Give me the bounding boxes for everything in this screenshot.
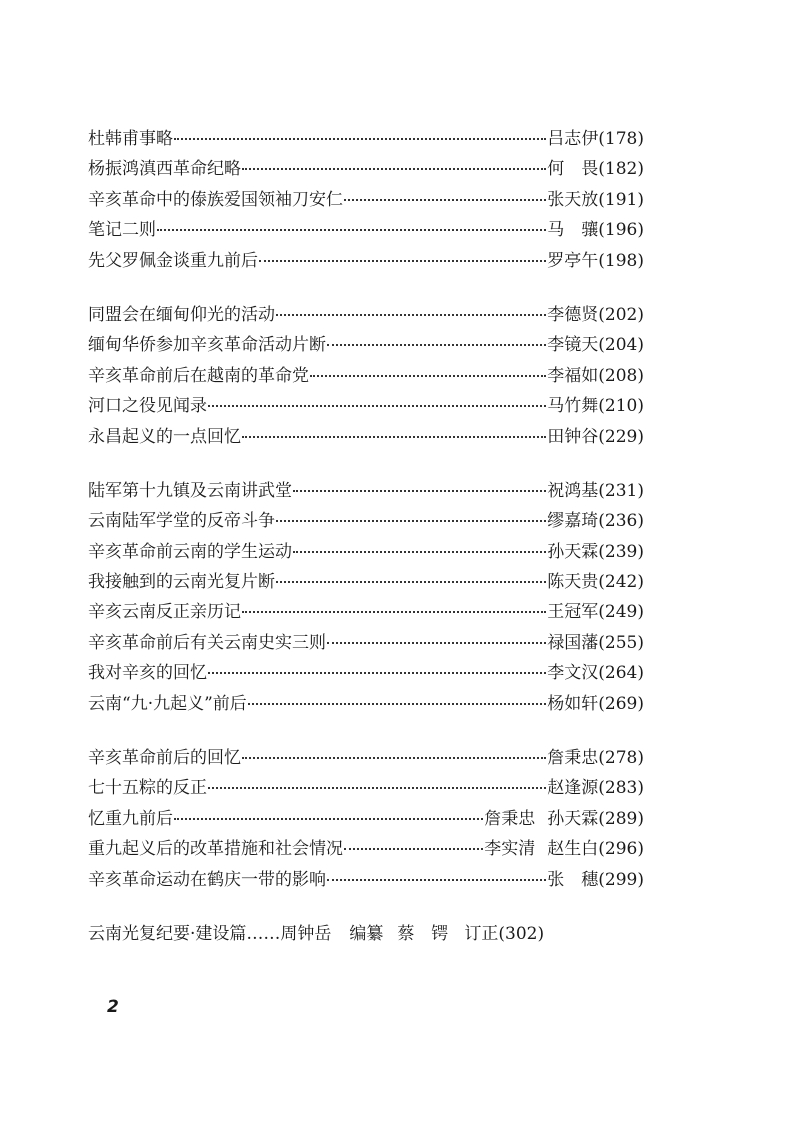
final-entry-page: (302): [498, 923, 545, 944]
entry-title: 云南陆军学堂的反帝斗争: [88, 511, 275, 532]
toc-entry: [88, 658, 644, 688]
entry-page: (255): [598, 632, 644, 653]
toc-entry: [88, 567, 644, 597]
toc-entry: [88, 215, 644, 245]
dot-leader: [208, 773, 546, 789]
entry-title: 笔记二则: [88, 220, 156, 241]
dot-leader: [174, 124, 546, 140]
dot-leader: [293, 476, 546, 492]
dot-leader: [174, 804, 483, 820]
entry-title: 辛亥革命前后的回忆: [88, 748, 241, 769]
toc-entry: [88, 361, 644, 391]
entry-title: 杜韩甫事略: [88, 129, 173, 149]
entry-title: 先父罗佩金谈重九前后: [88, 250, 258, 271]
toc-entry: [88, 300, 644, 330]
entry-title: 杨振鸿滇西革命纪略: [88, 159, 241, 180]
entry-page: (202): [598, 304, 644, 325]
entry-author: 杨如轩: [547, 693, 599, 714]
entry-page: (210): [598, 396, 644, 417]
toc-entry: [88, 804, 644, 834]
entry-author: 禄国藩: [547, 632, 599, 653]
entry-author: 祝鸿基: [547, 480, 599, 501]
toc-entry: [88, 689, 644, 719]
entry-page: (178): [598, 129, 644, 149]
entry-author: 赵逢源: [547, 778, 599, 799]
dot-leader: [242, 154, 546, 170]
entry-title: 辛亥革命前云南的学生运动: [88, 541, 292, 562]
toc-entry: [88, 865, 644, 895]
toc-entry: [88, 537, 644, 567]
entry-page: (231): [598, 480, 644, 501]
toc-entry: [88, 246, 644, 276]
entry-title: 重九起义后的改革措施和社会情况: [88, 839, 343, 860]
dot-leader: [327, 330, 546, 346]
toc-group-2: [88, 300, 644, 452]
final-entry-reviser-role: 订正: [464, 923, 499, 944]
entry-title: 七十五粽的反正: [88, 778, 207, 799]
dot-leader: [259, 246, 546, 262]
entry-author: 李文汉: [547, 663, 599, 684]
dot-leader: [242, 422, 546, 438]
toc-entry-final: [88, 919, 644, 949]
toc-entry: [88, 124, 644, 154]
entry-page: (204): [598, 335, 644, 356]
dot-leader: [344, 185, 546, 201]
entry-title: 辛亥革命前后在越南的革命党: [88, 365, 309, 386]
dot-leader: [242, 743, 546, 759]
entry-title: 同盟会在缅甸仰光的活动: [88, 304, 275, 325]
entry-page: (264): [598, 663, 644, 684]
toc-entry: [88, 834, 644, 864]
entry-title: 陆军第十九镇及云南讲武堂: [88, 480, 292, 501]
dot-leader: [276, 506, 546, 522]
dot-leader: [293, 537, 546, 553]
entry-title: 辛亥革命中的傣族爱国领袖刀安仁: [88, 189, 343, 210]
entry-title: 我对辛亥的回忆: [88, 663, 207, 684]
toc-entry: [88, 422, 644, 452]
entry-author: 王冠军: [547, 602, 599, 623]
entry-page: (208): [598, 365, 644, 386]
toc-entry: [88, 628, 644, 658]
final-entry-compiler-role: 编纂: [349, 923, 384, 944]
entry-author-2: 孙天霖: [547, 808, 599, 829]
toc-group-1: [88, 124, 644, 276]
entry-author: 何 畏: [547, 159, 599, 180]
final-entry-title: 云南光复纪要·建设篇: [88, 923, 247, 944]
entry-page: (229): [598, 426, 644, 447]
entry-title: 辛亥云南反正亲历记: [88, 602, 241, 623]
final-entry-reviser: 蔡 锷: [397, 923, 449, 944]
entry-author: 罗亭午: [547, 250, 599, 271]
dot-leader: [157, 215, 546, 231]
dot-leader: [344, 834, 483, 850]
entry-author: 詹秉忠: [547, 748, 599, 769]
entry-author: 陈天贵: [547, 572, 599, 593]
dot-leader: [327, 628, 546, 644]
entry-author: 李德贤: [547, 304, 599, 325]
entry-page: (239): [598, 541, 644, 562]
entry-page: (182): [598, 159, 644, 180]
final-entry-compiler: 周钟岳: [280, 923, 332, 944]
entry-author: 孙天霖: [547, 541, 599, 562]
entry-page: (289): [598, 808, 644, 829]
entry-author: 马 骧: [547, 220, 599, 241]
dot-leader: [242, 597, 546, 613]
entry-page: (278): [598, 748, 644, 769]
entry-author: 田钟谷: [547, 426, 599, 447]
dot-leader: [310, 361, 546, 377]
dot-leader: [208, 658, 546, 674]
entry-title: 我接触到的云南光复片断: [88, 572, 275, 593]
page-number: 2: [107, 997, 119, 1017]
toc-entry: [88, 330, 644, 360]
entry-page: (249): [598, 602, 644, 623]
entry-author-2: 赵生白: [547, 839, 599, 860]
entry-author: 张天放: [547, 189, 599, 210]
entry-author: 李镜天: [547, 335, 599, 356]
entry-author: 张 穗: [547, 869, 599, 890]
entry-author: 缪嘉琦: [547, 511, 599, 532]
final-entry-leader: ……: [246, 923, 281, 944]
toc-group-3: [88, 476, 644, 719]
entry-author: 李实清: [484, 839, 536, 860]
entry-title: 辛亥革命运动在鹤庆一带的影响: [88, 869, 326, 890]
toc-entry: [88, 597, 644, 627]
toc-group-4: [88, 743, 644, 895]
entry-title: 辛亥革命前后有关云南史实三则: [88, 632, 326, 653]
toc-entry: [88, 743, 644, 773]
entry-title: 忆重九前后: [88, 808, 173, 829]
entry-author: 李福如: [547, 365, 599, 386]
entry-author: 吕志伊: [547, 129, 599, 149]
entry-author: 詹秉忠: [484, 808, 536, 829]
dot-leader: [208, 391, 546, 407]
entry-page: (198): [598, 250, 644, 271]
toc-entry: [88, 391, 644, 421]
dot-leader: [327, 865, 546, 881]
entry-page: (299): [598, 869, 644, 890]
toc-entry: [88, 185, 644, 215]
toc-entry: [88, 773, 644, 803]
entry-page: (269): [598, 693, 644, 714]
entry-title: 缅甸华侨参加辛亥革命活动片断: [88, 335, 326, 356]
entry-title: 河口之役见闻录: [88, 396, 207, 417]
dot-leader: [248, 689, 546, 705]
toc-entry: [88, 154, 644, 184]
entry-page: (242): [598, 572, 644, 593]
entry-title: 永昌起义的一点回忆: [88, 426, 241, 447]
entry-page: (196): [598, 220, 644, 241]
entry-author: 马竹舞: [547, 396, 599, 417]
entry-page: (283): [598, 778, 644, 799]
table-of-contents: [88, 124, 644, 949]
toc-entry: [88, 506, 644, 536]
entry-page: (296): [598, 839, 644, 860]
entry-page: (191): [598, 189, 644, 210]
entry-page: (236): [598, 511, 644, 532]
dot-leader: [276, 300, 546, 316]
toc-entry: [88, 476, 644, 506]
dot-leader: [276, 567, 546, 583]
entry-title: 云南“九·九起义”前后: [88, 693, 247, 714]
